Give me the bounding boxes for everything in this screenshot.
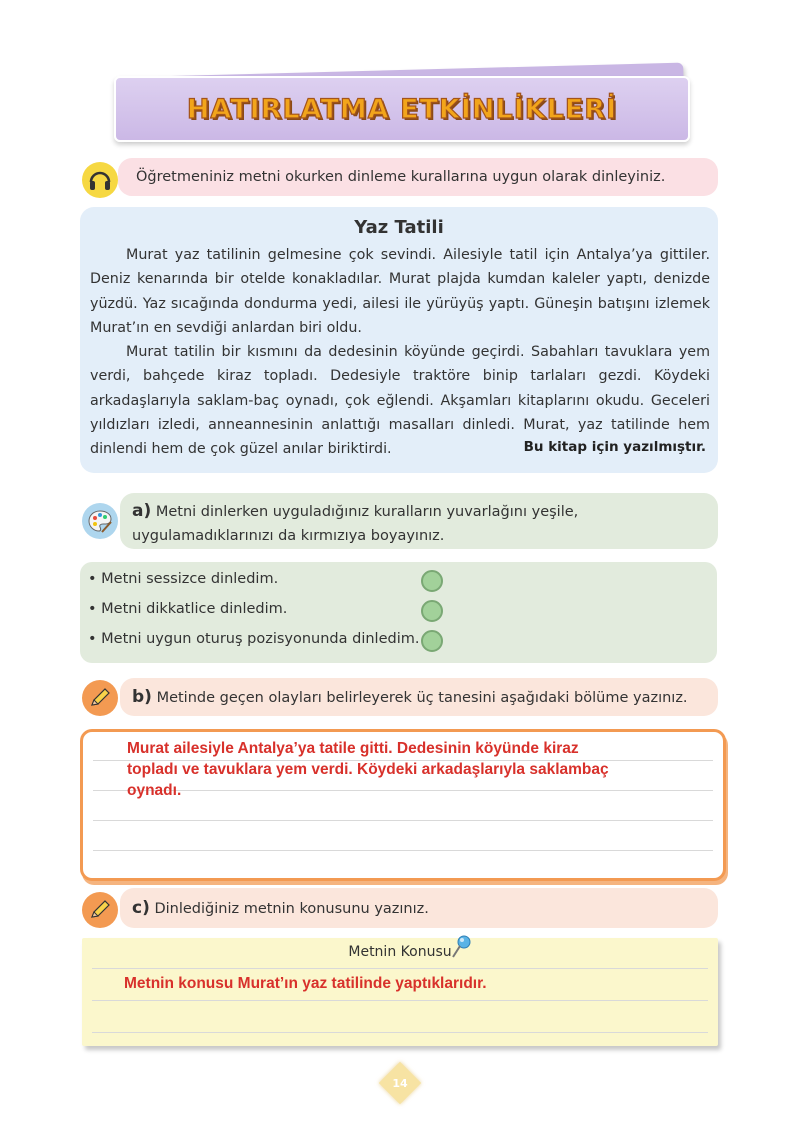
story-title: Yaz Tatili <box>354 217 444 238</box>
ruled-line <box>92 968 708 969</box>
checklist-box <box>80 562 717 663</box>
checklist-item-text: Metni sessizce dinledim. <box>101 571 279 587</box>
palette-icon <box>82 503 118 539</box>
answer-c-text: Metnin konusu Murat’ın yaz tatilinde yaptıklarıdır. <box>124 975 487 992</box>
pencil-icon <box>82 892 118 928</box>
story-paragraph: Murat yaz tatilinin gelmesine çok sevindi. Ailesiyle tatil için Antalya’ya gittiler. Deniz kenarında bir otelde konakladılar. Murat plajda kumdan kaleler yaptı, denizde yüzdü. Yaz sıcağında dondurma yedi, ailesi ile yürüyüş yaptı. Güneşin batışını izlemek Murat’ın en sevdiği anlardan biri oldu. <box>90 247 710 336</box>
checklist-circle[interactable] <box>421 630 443 652</box>
task-c-instruction: Dinlediğiniz metnin konusunu yazınız. <box>154 901 429 917</box>
task-c-instruction-wrap <box>132 898 429 918</box>
answer-b-box[interactable] <box>80 729 726 881</box>
checklist-circle[interactable] <box>421 570 443 592</box>
task-a-instruction: Metni dinlerken uyguladığınız kuralların yuvarlağını yeşile, uygulamadıklarınızı da kırmızıya boyayınız. <box>132 504 579 544</box>
task-b-instruction-wrap <box>132 687 688 707</box>
task-c-letter: c) <box>132 898 150 918</box>
checklist-item: • Metni uygun oturuş pozisyonunda dinledim. <box>88 631 420 647</box>
task-a-pill <box>120 493 718 549</box>
listen-instruction-pill <box>118 158 718 196</box>
headphones-icon <box>82 162 118 198</box>
answer-line: topladı ve tavuklara yem verdi. Köydeki arkadaşlarıyla saklambaç <box>127 761 609 778</box>
story-text <box>90 243 710 462</box>
task-c-pill <box>120 888 718 928</box>
task-a-instruction-wrap <box>132 499 702 548</box>
ruled-line <box>93 820 713 821</box>
ruled-line <box>93 850 713 851</box>
story-paragraph: Murat tatilin bir kısmını da dedesinin köyünde geçirdi. Sabahları tavuklara yem verdi, bahçede kiraz topladı. Dedesiyle traktöre binip tarlaları gezdi. Köydeki arkadaşlarıyla saklam-baç oynadı, çok eğlendi. Akşamları kitaplarını okudu. Geceleri yıldızları izledi, anneannesinin anlattığı masalları dinledi. Murat, yaz tatilinde hem dinlendi hem de çok güzel anılar biriktirdi. <box>90 344 710 458</box>
story-source: Bu kitap için yazılmıştır. <box>523 439 706 455</box>
ruled-line <box>92 1000 708 1001</box>
task-b-pill <box>120 678 718 716</box>
pencil-icon <box>82 680 118 716</box>
task-b-letter: b) <box>132 687 152 707</box>
banner-title: HATIRLATMA ETKİNLİKLERİ <box>186 93 618 125</box>
task-b-instruction: Metinde geçen olayları belirleyerek üç tanesini aşağıdaki bölüme yazınız. <box>156 690 688 706</box>
checklist-item-text: Metni dikkatlice dinledim. <box>101 601 288 617</box>
ruled-line <box>92 1032 708 1033</box>
listen-instruction-text: Öğretmeniniz metni okurken dinleme kurallarına uygun olarak dinleyiniz. <box>136 169 666 185</box>
pushpin-icon <box>450 934 472 960</box>
task-a-letter: a) <box>132 501 152 521</box>
answer-b-text <box>127 738 609 801</box>
story-box <box>80 207 718 473</box>
konu-box-title: Metnin Konusu <box>348 944 452 960</box>
checklist-item: • Metni sessizce dinledim. <box>88 571 279 587</box>
page-number: 14 <box>392 1076 408 1090</box>
answer-c-box[interactable] <box>82 938 718 1046</box>
checklist-circle[interactable] <box>421 600 443 622</box>
banner <box>114 76 690 142</box>
checklist-item-text: Metni uygun oturuş pozisyonunda dinledim. <box>101 631 420 647</box>
answer-line: Murat ailesiyle Antalya’ya tatile gitti. Dedesinin köyünde kiraz <box>127 740 579 757</box>
answer-line: oynadı. <box>127 782 182 799</box>
checklist-item: • Metni dikkatlice dinledim. <box>88 601 288 617</box>
